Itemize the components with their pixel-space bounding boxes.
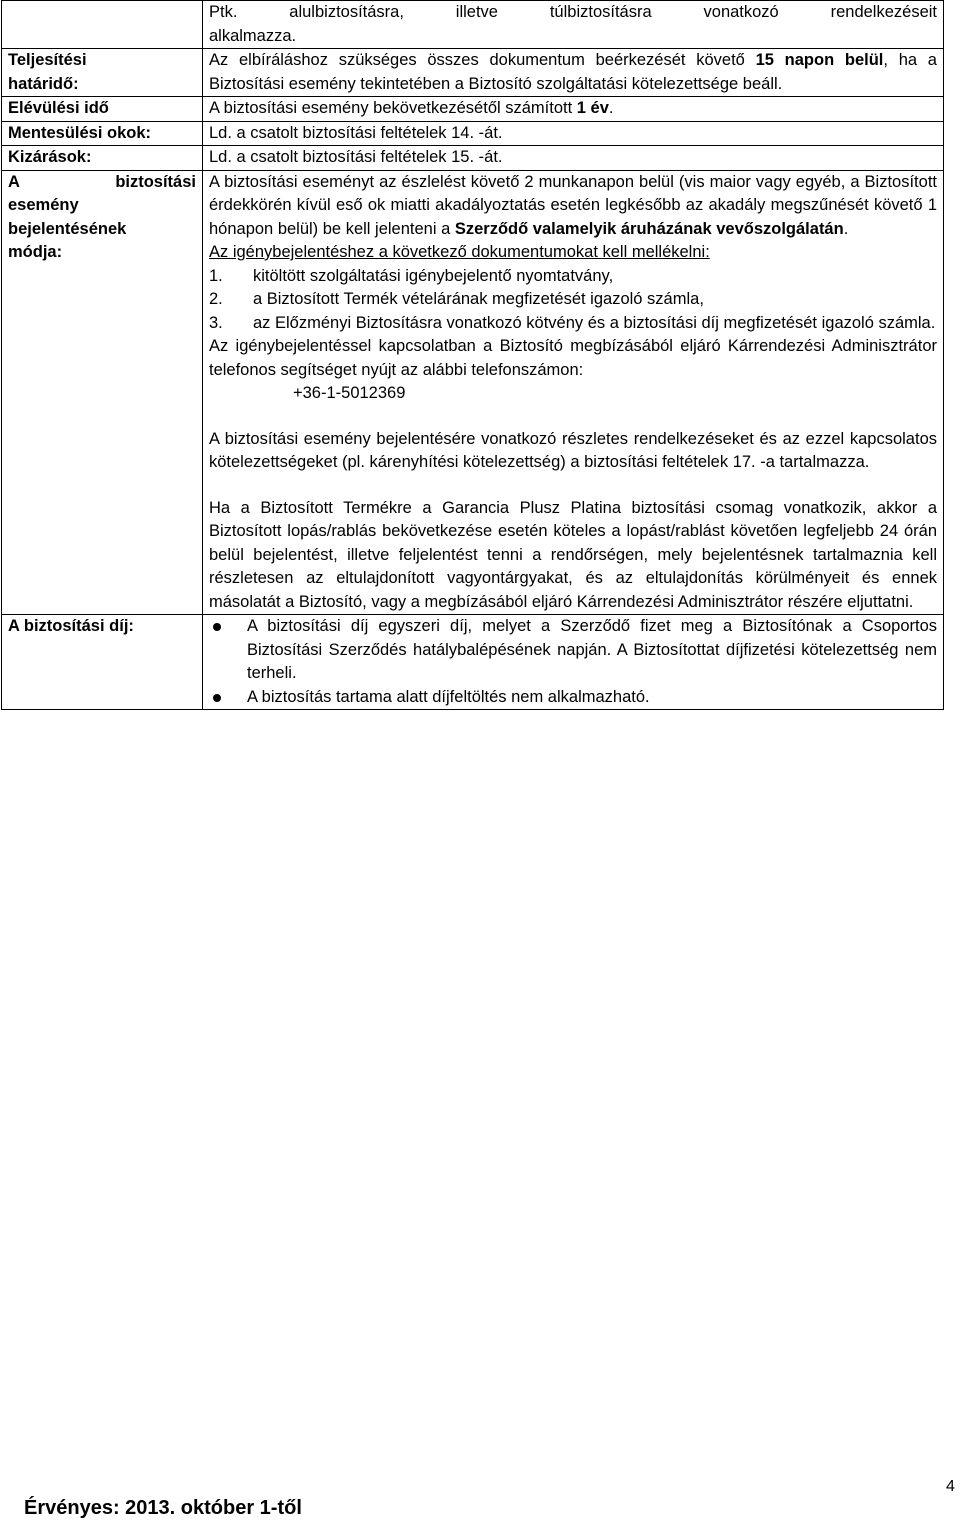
bullet-icon [213,694,221,702]
label-elevulesi: Elévülési idő [2,97,203,122]
documents-heading: Az igénybejelentéshez a következő dokumentumokat kell mellékelni: [209,243,710,261]
fee-list [209,615,937,709]
insurance-terms-table [1,0,944,710]
documents-list [209,265,937,336]
phone-help-paragraph: Az igénybejelentéssel kapcsolatban a Biztosító megbízásából eljáró Kárrendezési Adminisztrátor telefonos segítséget nyújt az alábbi telefonszámon: [209,337,937,379]
label-teljesitesi: Teljesítési határidő: [2,49,203,97]
table-row [2,170,944,615]
table-row [2,1,944,49]
table-row [2,49,944,97]
table-row [2,615,944,710]
list-item: 1. kitöltött szolgáltatási igénybejelentő nyomtatvány, [209,266,614,285]
continuation-line-2: alkalmazza. [209,26,297,45]
value-cell-continuation [203,1,944,49]
table-row [2,97,944,122]
table-row [2,146,944,171]
list-item: A biztosítás tartama alatt díjfeltöltés nem alkalmazható. [209,686,937,710]
value-kizarasok: Ld. a csatolt biztosítási feltételek 15. -át. [203,146,944,171]
label-mentesulesi: Mentesülési okok: [2,121,203,146]
report-paragraph: A biztosítási eseményt az észlelést követő 2 munkanapon belül (vis maior vagy egyéb, a Biztosított érdekkörén kívül eső ok miatti akadályoztatás esetén legkésőbb az akadály megszűnését követő 1 hónapon belül) be kell jelenteni a Szerződő valamelyik áruházának vevőszolgálatán. [209,172,937,238]
value-elevulesi: A biztosítási esemény bekövetkezésétől számított 1 év. [203,97,944,122]
value-mentesulesi: Ld. a csatolt biztosítási feltételek 14. -át. [203,121,944,146]
continuation-line-1: Ptk. alulbiztosításra, illetve túlbiztosításra vonatkozó rendelkezéseit [209,3,937,21]
table-row [2,121,944,146]
list-item: 3. az Előzményi Biztosításra vonatkozó kötvény és a biztosítási díj megfizetését igazoló számla. [209,313,936,332]
value-dij [203,615,944,710]
list-item: A biztosítási díj egyszeri díj, melyet a Szerződő fizet meg a Biztosítónak a Csoportos Biztosítási Szerződés hatálybalépésének napján. A Biztosítottat díjfizetési kötelezettség nem terheli. [209,615,937,686]
detailed-rules-paragraph: A biztosítási esemény bejelentésére vonatkozó részletes rendelkezéseket és az ezzel kapcsolatos kötelezettségeket (pl. kárenyhítési kötelezettség) a biztosítási feltételek 17. -a tartalmazza. [209,429,937,471]
list-item: 2. a Biztosított Termék vételárának megfizetését igazoló számla, [209,290,704,308]
phone-number: +36-1-5012369 [293,384,406,402]
theft-paragraph: Ha a Biztosított Termékre a Garancia Plusz Platina biztosítási csomag vonatkozik, akkor a Biztosított lopás/rablás bekövetkezése esetén köteles a lopást/rablást követően legfeljebb 24 órán belül bejelentést, illetve feljelentést tenni a rendőrségen, mely bejelentésnek tartalmaznia kell részletesen az eltulajdonított vagyontárgyakat, és az eltulajdonítás körülményeit és ennek másolatát a Biztosító, vagy a megbízásából eljáró Kárrendezési Adminisztrátor részére eljuttatni. [209,498,937,611]
value-bejelentes [203,170,944,615]
label-bejelentes: A biztosítási esemény bejelentésének módja: [2,170,203,615]
label-cell-empty [2,1,203,49]
bullet-icon [213,623,221,631]
validity-footer: Érvényes: 2013. október 1-től [24,1497,302,1519]
label-kizarasok: Kizárások: [2,146,203,171]
value-teljesitesi: Az elbíráláshoz szükséges összes dokumentum beérkezését követő 15 napon belül, ha a Biztosítási esemény tekintetében a Biztosító szolgáltatási kötelezettsége beáll. [203,49,944,97]
page-number: 4 [946,1478,955,1495]
label-dij: A biztosítási díj: [2,615,203,710]
